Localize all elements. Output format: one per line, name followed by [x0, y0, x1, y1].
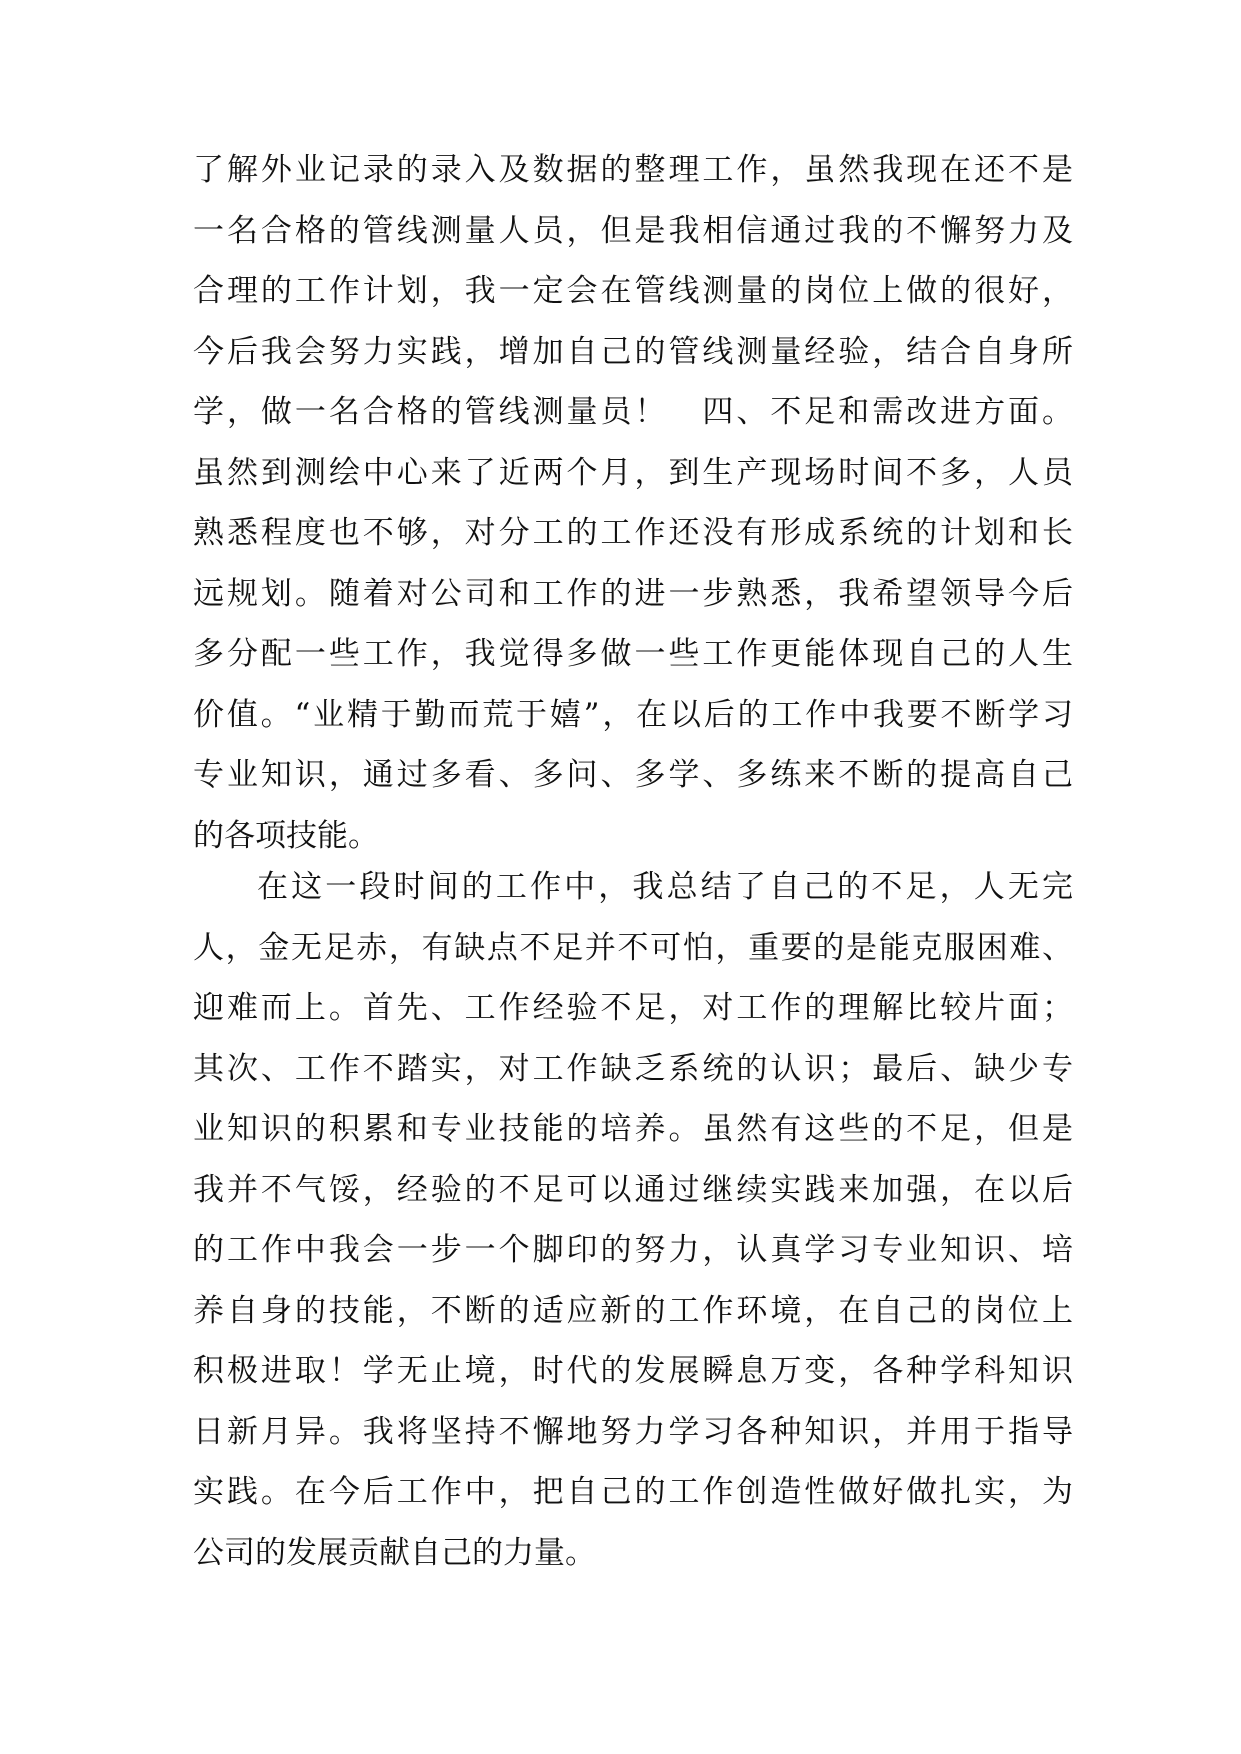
text-line: 的各项技能。 — [193, 817, 379, 854]
text-line: 专业知识，通过多看、多问、多学、多练来不断的提高自己 — [193, 757, 1073, 793]
text-line: 熟悉程度也不够，对分工的工作还没有形成系统的计划和长 — [193, 515, 1073, 551]
text-line: 人，金无足赤，有缺点不足并不可怕，重要的是能克服困难、 — [193, 929, 1073, 966]
text-line: 我并不气馁，经验的不足可以通过继续实践来加强，在以后 — [193, 1171, 1073, 1208]
text-line: 合理的工作计划，我一定会在管线测量的岗位上做的很好， — [193, 273, 1073, 309]
text-line: 积极进取！学无止境，时代的发展瞬息万变，各种学科知识 — [193, 1353, 1073, 1389]
text-line: 公司的发展贡献自己的力量。 — [193, 1534, 596, 1571]
text-line: 价值。“业精于勤而荒于嬉”，在以后的工作中我要不断学习 — [193, 696, 1073, 733]
text-line: 一名合格的管线测量人员，但是我相信通过我的不懈努力及 — [193, 212, 1073, 249]
text-line: 其次、工作不踏实，对工作缺乏系统的认识；最后、缺少专 — [193, 1050, 1073, 1087]
text-line: 多分配一些工作，我觉得多做一些工作更能体现自己的人生 — [193, 636, 1073, 672]
text-line: 迎难而上。首先、工作经验不足，对工作的理解比较片面； — [193, 990, 1073, 1026]
text-line: 在这一段时间的工作中，我总结了自己的不足，人无完 — [257, 869, 1073, 905]
text-line: 了解外业记录的录入及数据的整理工作，虽然我现在还不是 — [193, 152, 1073, 188]
paragraph-summary — [193, 857, 1073, 1583]
text-line: 日新月异。我将坚持不懈地努力学习各种知识，并用于指导 — [193, 1413, 1073, 1450]
text-line: 今后我会努力实践，增加自己的管线测量经验，结合自身所 — [193, 333, 1073, 370]
text-line: 远规划。随着对公司和工作的进一步熟悉，我希望领导今后 — [193, 575, 1073, 612]
paragraph-continuation — [193, 140, 1073, 866]
text-line: 业知识的积累和专业技能的培养。虽然有这些的不足，但是 — [193, 1111, 1073, 1147]
text-line: 学，做一名合格的管线测量员！ 四、不足和需改进方面。 — [193, 394, 1073, 430]
text-line: 养自身的技能，不断的适应新的工作环境，在自己的岗位上 — [193, 1292, 1073, 1329]
text-line: 虽然到测绘中心来了近两个月，到生产现场时间不多，人员 — [193, 454, 1073, 491]
text-line: 实践。在今后工作中，把自己的工作创造性做好做扎实，为 — [193, 1474, 1073, 1510]
text-line: 的工作中我会一步一个脚印的努力，认真学习专业知识、培 — [193, 1232, 1073, 1268]
